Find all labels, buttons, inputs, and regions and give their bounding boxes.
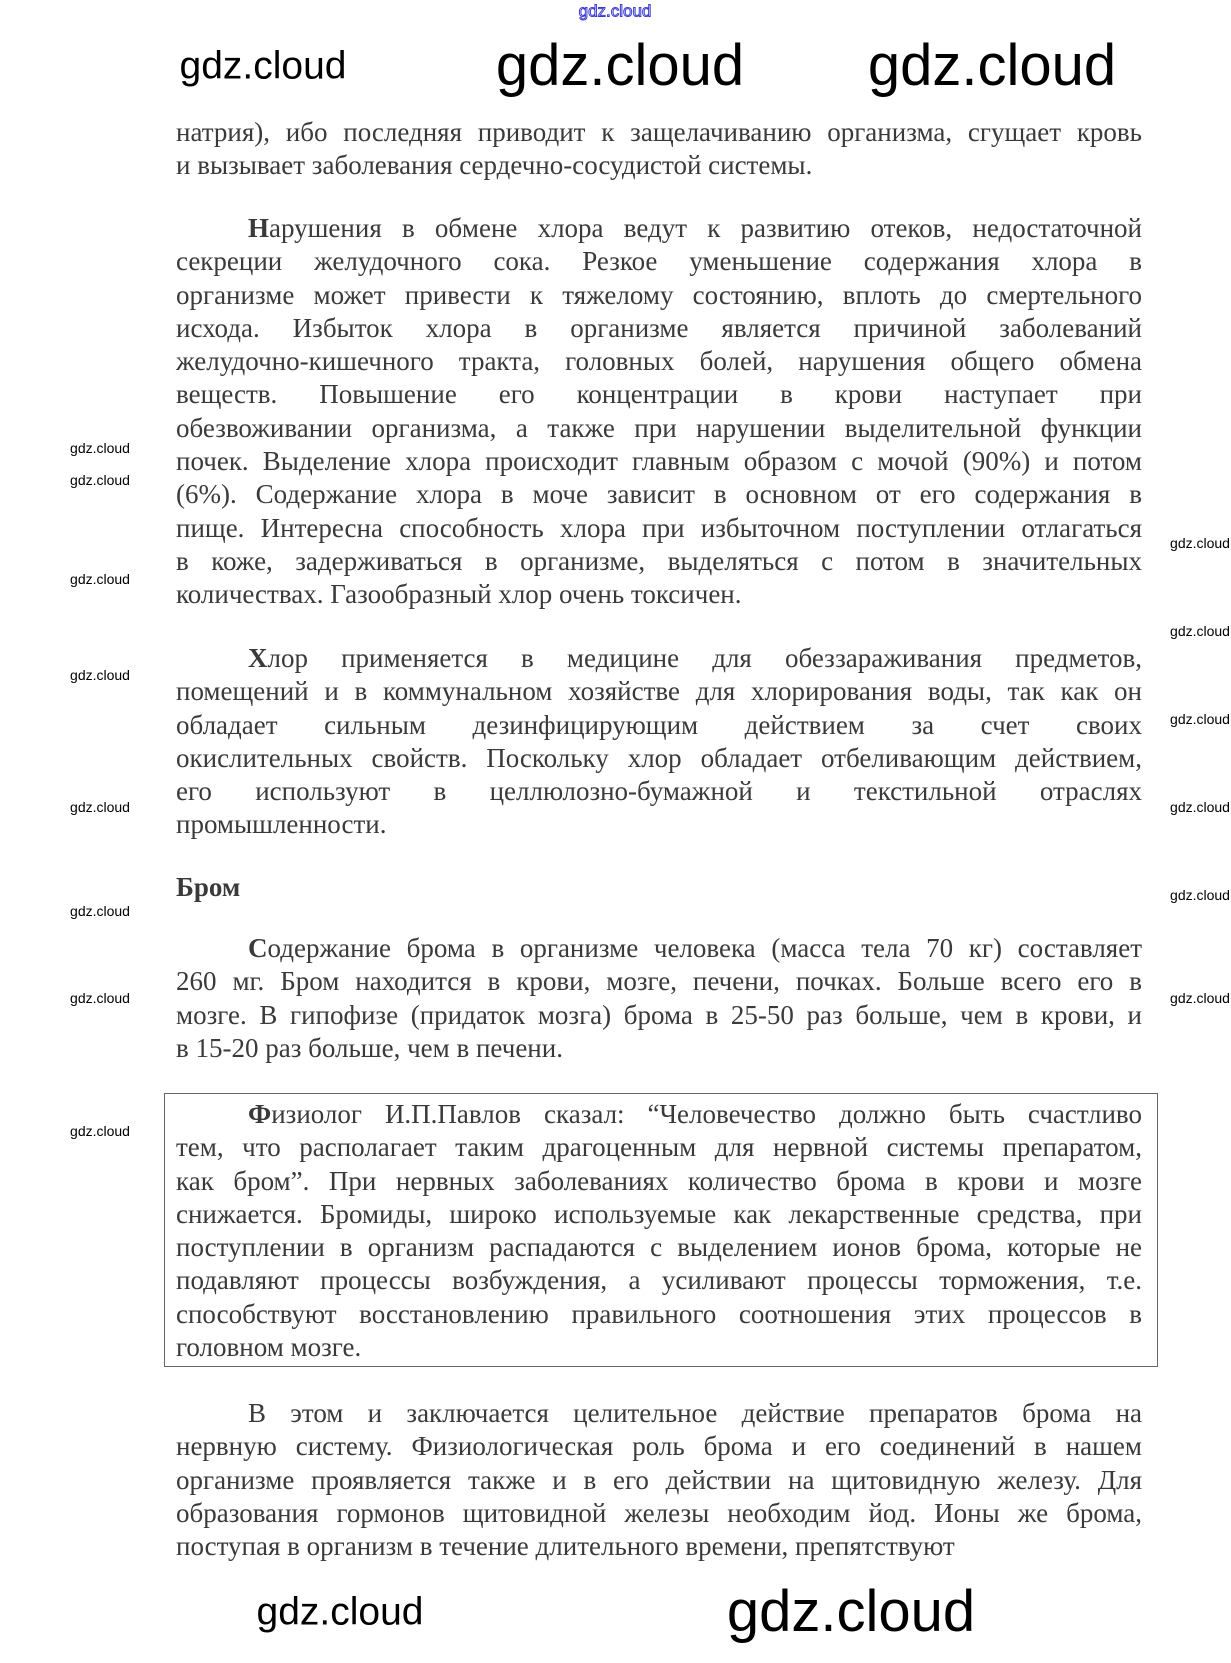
line-text: веществ. Повышение его концентрации в крови наступает при (176, 379, 1142, 410)
text-line (176, 999, 1142, 1032)
watermark: gdz.cloud (70, 903, 130, 919)
text-line (176, 445, 1142, 478)
text-line (176, 345, 1142, 378)
line-text: 260 мг. Бром находится в крови, мозге, печени, почках. Больше всего его в (176, 966, 1142, 997)
text-line (176, 932, 1142, 965)
watermark: gdz.cloud (1170, 990, 1230, 1006)
text-line (176, 116, 1142, 149)
watermark: gdz.cloud (1170, 887, 1230, 903)
paragraph-chlorine-uses (176, 642, 1142, 842)
text-line (176, 279, 1142, 312)
line-text: нервную систему. Физиологическая роль брома и его соединений в нашем (176, 1431, 1142, 1462)
text-line (176, 1131, 1142, 1164)
paragraph-pavlov-quote (176, 1098, 1142, 1364)
text-line (176, 1331, 1142, 1364)
text-line (176, 1397, 1142, 1430)
bold-initial: Ф (248, 1099, 272, 1129)
text-line (176, 742, 1142, 775)
watermark: gdz.cloud (70, 571, 130, 587)
line-text: в коже, задерживаться в организме, выделяться с потом в значительных (176, 545, 1142, 576)
line-text: снижается. Бромиды, широко используемые как лекарственные средства, при (176, 1198, 1142, 1229)
watermark: gdz.cloud (70, 799, 130, 815)
line-text: организме может привести к тяжелому состоянию, вплоть до смертельного (176, 279, 1142, 310)
watermark: gdz.cloud (867, 33, 1117, 98)
line-text: поступая в организм в течение длительного времени, препятствуют (176, 1531, 955, 1562)
text-line (176, 1032, 1142, 1065)
section-heading-bromine: Бром (176, 872, 241, 902)
line-text: секреции желудочного сока. Резкое уменьшение содержания хлора в (176, 246, 1142, 277)
text-line (176, 1530, 1142, 1563)
text-line (176, 312, 1142, 345)
watermark: gdz.cloud (1170, 711, 1230, 727)
line-text: организме проявляется также и в его действии на щитовидную железу. Для (176, 1464, 1142, 1495)
line-text: изиолог И.П.Павлов сказал: “Человечество должно быть счастливо (271, 1099, 1142, 1129)
text-line (176, 245, 1142, 278)
line-text: арушения в обмене хлора ведут к развитию отеков, недостаточной (269, 213, 1142, 243)
bold-initial: С (248, 933, 268, 963)
text-line (176, 1264, 1142, 1297)
line-text: исхода. Избыток хлора в организме является причиной заболеваний (176, 312, 1142, 343)
paragraph-sodium-end (176, 116, 1142, 183)
text-line (176, 1497, 1142, 1530)
text-line (176, 709, 1142, 742)
watermark: gdz.cloud (1170, 799, 1230, 815)
line-text: поступлении в организм распадаются с выделением ионов брома, которые не (176, 1232, 1142, 1263)
line-text: тем, что располагает таким драгоценным для нервной системы препаратом, (176, 1132, 1142, 1163)
text-line (176, 1430, 1142, 1463)
text-line (176, 1165, 1142, 1198)
line-text: в 15-20 раз больше, чем в печени. (176, 1032, 563, 1063)
text-line (176, 512, 1142, 545)
text-line (176, 1298, 1142, 1331)
watermark: gdz.cloud (726, 1579, 976, 1644)
text-line (176, 1464, 1142, 1497)
text-line (176, 1198, 1142, 1231)
text-line (176, 808, 1142, 841)
line-text: как бром”. При нервных заболеваниях количество брома в крови и мозге (176, 1165, 1142, 1196)
text-line (176, 1098, 1142, 1131)
line-text: обладает сильным дезинфицирующим действием за счет своих (176, 709, 1142, 740)
text-line (176, 212, 1142, 245)
text-line (176, 642, 1142, 675)
watermark: gdz.cloud (495, 33, 745, 98)
text-line (176, 149, 1142, 182)
bold-initial: Х (248, 643, 268, 673)
line-text: головном мозге. (176, 1332, 362, 1363)
paragraph-bromine-content (176, 932, 1142, 1065)
line-text: его используют в целлюлозно-бумажной и текстильной отраслях (176, 776, 1142, 807)
watermark: gdz.cloud (70, 440, 130, 456)
line-text: количествах. Газообразный хлор очень токсичен. (176, 579, 742, 610)
text-line (176, 578, 1142, 611)
text-line (176, 965, 1142, 998)
line-text: окислительных свойств. Поскольку хлор обладает отбеливающим действием, (176, 742, 1142, 773)
line-text: лор применяется в медицине для обеззараживания предметов, (267, 643, 1142, 673)
watermark: gdz.cloud (1170, 623, 1230, 639)
line-text: и вызывает заболевания сердечно-сосудистой системы. (176, 150, 813, 181)
paragraph-chlorine-disorders (176, 212, 1142, 612)
watermark: gdz.cloud (578, 1, 652, 21)
line-text: обезвоживании организма, а также при нарушении выделительной функции (176, 412, 1142, 443)
line-text: пище. Интересна способность хлора при избыточном поступлении отлагаться (176, 512, 1142, 543)
line-text: мозге. В гипофизе (придаток мозга) брома в 25-50 раз больше, чем в крови, и (176, 999, 1142, 1030)
line-text: способствуют восстановлению правильного соотношения этих процессов в (176, 1298, 1142, 1329)
text-line (176, 1231, 1142, 1264)
text-line (176, 675, 1142, 708)
line-text: почек. Выделение хлора происходит главным образом с мочой (90%) и потом (176, 446, 1142, 477)
line-text: образования гормонов щитовидной железы необходим йод. Ионы же брома, (176, 1497, 1142, 1528)
text-line (176, 412, 1142, 445)
paragraph-bromine-action (176, 1397, 1142, 1563)
line-text: натрия), ибо последняя приводит к защелачиванию организма, сгущает кровь (176, 117, 1142, 147)
watermark: gdz.cloud (70, 667, 130, 683)
watermark: gdz.cloud (70, 472, 130, 488)
text-line (176, 378, 1142, 411)
watermark: gdz.cloud (179, 44, 347, 88)
watermark: gdz.cloud (1170, 535, 1230, 551)
line-text: подавляют процессы возбуждения, а усиливают процессы торможения, т.е. (176, 1265, 1142, 1296)
line-text: В этом и заключается целительное действие препаратов брома на (248, 1398, 1142, 1428)
line-text: желудочно-кишечного тракта, головных болей, нарушения общего обмена (176, 346, 1142, 377)
text-line (176, 478, 1142, 511)
text-line (176, 545, 1142, 578)
line-text: одержание брома в организме человека (масса тела 70 кг) составляет (267, 933, 1142, 963)
watermark: gdz.cloud (70, 1123, 130, 1139)
line-text: помещений и в коммунальном хозяйстве для хлорирования воды, так как он (176, 676, 1142, 707)
line-text: (6%). Содержание хлора в моче зависит в основном от его содержания в (176, 479, 1142, 510)
text-line (176, 775, 1142, 808)
watermark: gdz.cloud (256, 1590, 424, 1634)
watermark: gdz.cloud (70, 990, 130, 1006)
bold-initial: Н (248, 213, 270, 243)
line-text: промышленности. (176, 809, 387, 840)
